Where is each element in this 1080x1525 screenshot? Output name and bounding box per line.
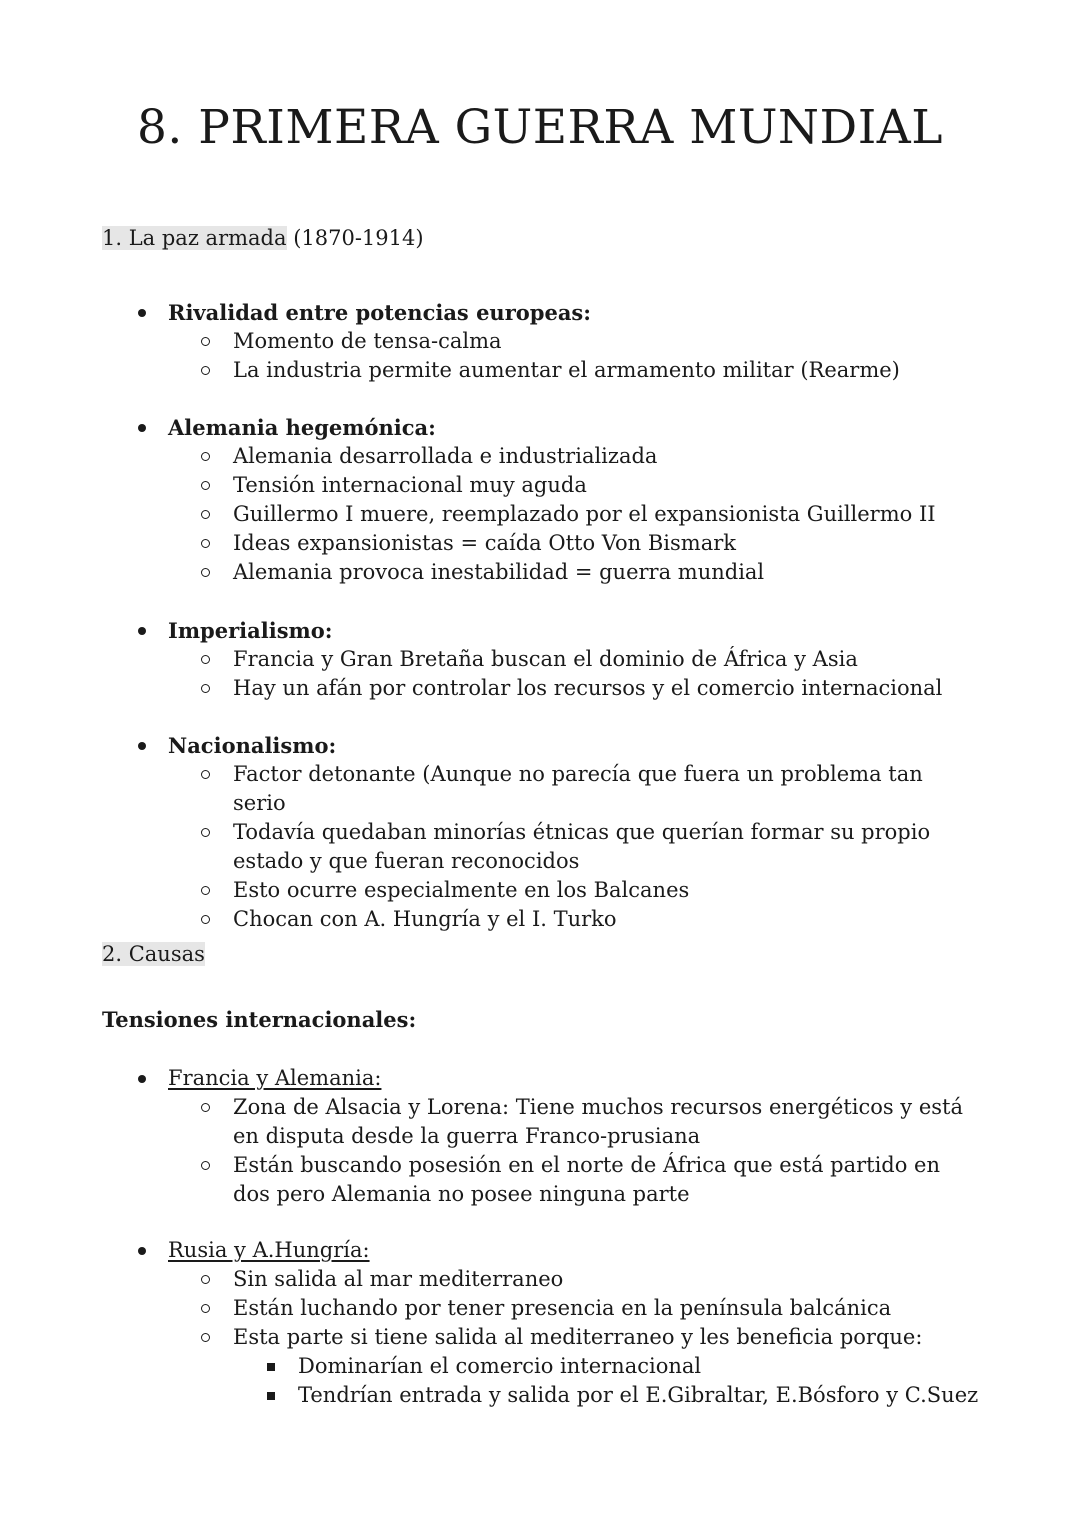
- bullet-circle-icon: [201, 828, 210, 837]
- bullet-group-imperialismo: [0, 616, 1080, 703]
- bullet-label: Rusia y A.Hungría:: [168, 1238, 370, 1262]
- sub-bullet-text: Esta parte si tiene salida al mediterraneo y les beneficia porque:: [233, 1325, 923, 1349]
- sub-bullet-item: [0, 1093, 1080, 1151]
- sub-bullet-text: Francia y Gran Bretaña buscan el dominio de África y Asia: [233, 647, 858, 671]
- sub-bullet-item: [0, 1323, 1080, 1352]
- sub-bullet-item: [0, 529, 1080, 558]
- bullet-circle-icon: [201, 1275, 210, 1284]
- bullet-circle-icon: [201, 481, 210, 490]
- bullet-circle-icon: [201, 452, 210, 461]
- section-heading-highlight: 2. Causas: [102, 942, 205, 966]
- sub-bullet-text: Momento de tensa-calma: [233, 329, 502, 353]
- bullet-square-icon: [267, 1392, 275, 1400]
- sub-sub-bullet-item: [0, 1352, 1080, 1381]
- sub-sub-bullet-item: [0, 1381, 1080, 1410]
- sub-bullet-item: [0, 645, 1080, 674]
- sub-bullet-text: La industria permite aumentar el armamento militar (Rearme): [233, 358, 900, 382]
- sub-bullet-text: Todavía quedaban minorías étnicas que querían formar su propio estado y que fueran reconocidos: [233, 820, 931, 873]
- sub-bullet-text: Esto ocurre especialmente en los Balcanes: [233, 878, 690, 902]
- sub-sub-bullet-text: Tendrían entrada y salida por el E.Gibraltar, E.Bósforo y C.Suez: [298, 1383, 979, 1407]
- bullet-dot-icon: [138, 1075, 146, 1083]
- page-title: 8. PRIMERA GUERRA MUNDIAL: [137, 100, 943, 155]
- bullet-label: Nacionalismo:: [168, 733, 337, 758]
- bullet-circle-icon: [201, 510, 210, 519]
- bullet-circle-icon: [201, 915, 210, 924]
- bullet-dot-icon: [138, 742, 146, 750]
- section-heading-causas: [102, 942, 205, 966]
- bullet-square-icon: [267, 1363, 275, 1371]
- sub-bullet-item: [0, 876, 1080, 905]
- bullet-item: [0, 298, 1080, 327]
- bullet-item: [0, 413, 1080, 442]
- bullet-circle-icon: [201, 886, 210, 895]
- sub-bullet-item: [0, 760, 1080, 818]
- bullet-item: [0, 731, 1080, 760]
- bullet-dot-icon: [138, 424, 146, 432]
- sub-bullet-item: [0, 471, 1080, 500]
- bullet-dot-icon: [138, 1247, 146, 1255]
- bullet-group-nacionalismo: [0, 731, 1080, 934]
- sub-bullet-item: [0, 558, 1080, 587]
- sub-bullet-text: Factor detonante (Aunque no parecía que fuera un problema tan serio: [233, 762, 923, 815]
- sub-bullet-text: Están luchando por tener presencia en la península balcánica: [233, 1296, 892, 1320]
- sub-bullet-text: Chocan con A. Hungría y el I. Turko: [233, 907, 617, 931]
- bullet-circle-icon: [201, 539, 210, 548]
- bullet-dot-icon: [138, 309, 146, 317]
- sub-bullet-text: Alemania provoca inestabilidad = guerra mundial: [233, 560, 765, 584]
- sub-bullet-text: Sin salida al mar mediterraneo: [233, 1267, 564, 1291]
- sub-bullet-text: Guillermo I muere, reemplazado por el expansionista Guillermo II: [233, 502, 936, 526]
- bullet-label: Rivalidad entre potencias europeas:: [168, 300, 591, 325]
- sub-bullet-text: Hay un afán por controlar los recursos y el comercio internacional: [233, 676, 943, 700]
- section-heading-dates: (1870-1914): [286, 226, 424, 250]
- sub-bullet-item: [0, 327, 1080, 356]
- bullet-circle-icon: [201, 770, 210, 779]
- bullet-circle-icon: [201, 1161, 210, 1170]
- bullet-group-francia-alemania: [0, 1064, 1080, 1209]
- sub-bullet-item: [0, 442, 1080, 471]
- bullet-group-rivalidad: [0, 298, 1080, 385]
- sub-bullet-item: [0, 674, 1080, 703]
- bullet-circle-icon: [201, 1103, 210, 1112]
- sub-bullet-item: [0, 500, 1080, 529]
- sub-bullet-item: [0, 356, 1080, 385]
- sub-bullet-item: [0, 1151, 1080, 1209]
- bullet-item: [0, 1064, 1080, 1093]
- sub-bullet-item: [0, 818, 1080, 876]
- bullet-item: [0, 616, 1080, 645]
- bullet-circle-icon: [201, 684, 210, 693]
- sub-bullet-item: [0, 1294, 1080, 1323]
- sub-bullet-text: Tensión internacional muy aguda: [233, 473, 587, 497]
- section-heading-paz-armada: [102, 226, 424, 250]
- sub-bullet-text: Están buscando posesión en el norte de África que está partido en dos pero Alemania no posee ninguna parte: [233, 1153, 941, 1206]
- sub-bullet-text: Ideas expansionistas = caída Otto Von Bismark: [233, 531, 736, 555]
- subheading-tensiones: Tensiones internacionales:: [102, 1007, 417, 1032]
- bullet-label: Alemania hegemónica:: [168, 415, 436, 440]
- bullet-group-alemania: [0, 413, 1080, 587]
- bullet-label: Francia y Alemania:: [168, 1066, 382, 1090]
- bullet-group-rusia-hungria: [0, 1236, 1080, 1410]
- bullet-circle-icon: [201, 655, 210, 664]
- sub-sub-bullet-text: Dominarían el comercio internacional: [298, 1354, 702, 1378]
- section-heading-highlight: 1. La paz armada: [102, 226, 287, 250]
- bullet-circle-icon: [201, 1333, 210, 1342]
- sub-bullet-text: Zona de Alsacia y Lorena: Tiene muchos recursos energéticos y está en disputa desde la guerra Franco-prusiana: [233, 1095, 964, 1148]
- bullet-circle-icon: [201, 568, 210, 577]
- bullet-dot-icon: [138, 627, 146, 635]
- bullet-circle-icon: [201, 337, 210, 346]
- sub-bullet-text: Alemania desarrollada e industrializada: [233, 444, 658, 468]
- sub-bullet-item: [0, 1265, 1080, 1294]
- bullet-circle-icon: [201, 366, 210, 375]
- bullet-item: [0, 1236, 1080, 1265]
- bullet-circle-icon: [201, 1304, 210, 1313]
- bullet-label: Imperialismo:: [168, 618, 333, 643]
- sub-bullet-item: [0, 905, 1080, 934]
